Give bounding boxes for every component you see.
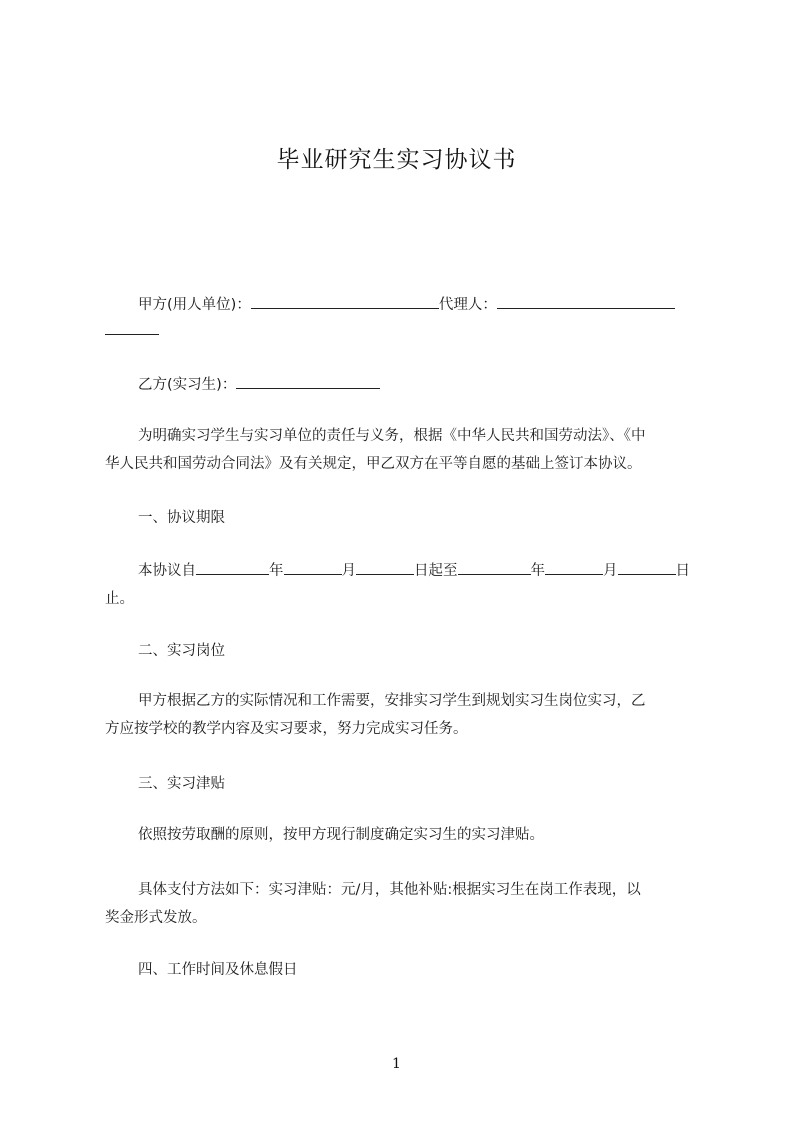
party-a-blank[interactable] — [251, 294, 439, 309]
term-line — [138, 559, 690, 580]
end-year-blank[interactable] — [458, 560, 531, 575]
party-a-agent-blank-wrap[interactable] — [105, 320, 159, 335]
term-prefix: 本协议自 — [138, 563, 196, 579]
term-end: 止。 — [105, 591, 134, 607]
section-1-heading: 一、协议期限 — [138, 510, 225, 526]
party-b-label: 乙方(实习生)： — [138, 377, 237, 393]
intro-line-1: 为明确实习学生与实习单位的责任与义务，根据《中华人民共和国劳动法》、《中 — [138, 428, 646, 444]
party-b-blank[interactable] — [236, 374, 380, 389]
intro-line-2: 华人民共和国劳动合同法》及有关规定，甲乙双方在平等自愿的基础上签订本协议。 — [105, 456, 642, 472]
year-label-2: 年 — [530, 563, 545, 579]
end-month-blank[interactable] — [545, 560, 603, 575]
section-2-line-1: 甲方根据乙方的实际情况和工作需要，安排实习学生到规划实习生岗位实习，乙 — [138, 693, 646, 709]
month-label-1: 月 — [341, 563, 356, 579]
day-start-label: 日起至 — [414, 563, 458, 579]
section-3-heading: 三、实习津贴 — [138, 776, 225, 792]
day-label-2: 日 — [675, 563, 690, 579]
party-a-label: 甲方(用人单位)： — [138, 297, 251, 313]
document-title: 毕业研究生实习协议书 — [276, 147, 517, 173]
page-number: 1 — [392, 1056, 401, 1072]
section-3-para-2-line-2: 奖金形式发放。 — [105, 910, 207, 926]
start-month-blank[interactable] — [284, 560, 342, 575]
start-year-blank[interactable] — [196, 560, 269, 575]
month-label-2: 月 — [603, 563, 618, 579]
year-label-1: 年 — [269, 563, 284, 579]
section-3-para-2-line-1: 具体支付方法如下：实习津贴：元/月，其他补贴:根据实习生在岗工作表现，以 — [138, 882, 641, 898]
section-2-heading: 二、实习岗位 — [138, 643, 225, 659]
party-b-line — [138, 373, 380, 394]
start-day-blank[interactable] — [356, 560, 414, 575]
end-day-blank[interactable] — [618, 560, 676, 575]
party-a-agent-label: 代理人： — [438, 297, 497, 313]
section-3-para-1: 依照按劳取酬的原则，按甲方现行制度确定实习生的实习津贴。 — [138, 827, 544, 843]
party-a-agent-blank-continued — [105, 320, 159, 339]
party-a-agent-blank[interactable] — [497, 294, 675, 309]
section-2-line-2: 方应按学校的教学内容及实习要求，努力完成实习任务。 — [105, 721, 468, 737]
section-4-heading: 四、工作时间及休息假日 — [138, 962, 298, 978]
party-a-line — [138, 293, 675, 314]
